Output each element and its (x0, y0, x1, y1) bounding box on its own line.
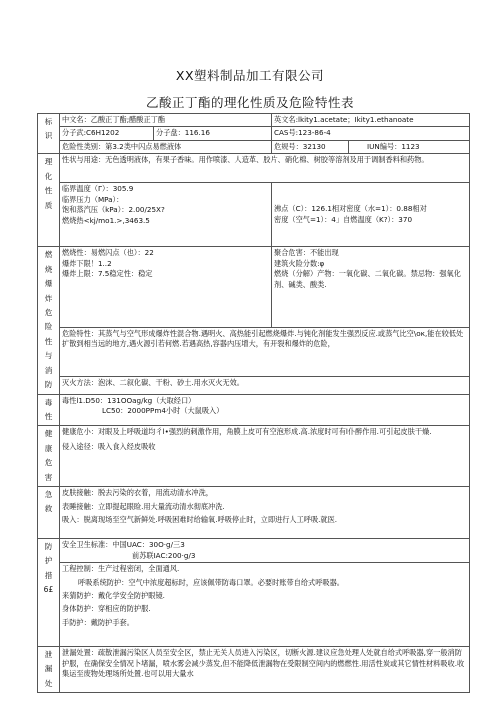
cas-number: CAS号:123-86-4 (272, 127, 470, 140)
toxicity-values: 毒性l1.D50：131OOag/kg（大取经口） LC50：2000PPm4小时（大鼠吸入） (60, 394, 470, 426)
section-label-protection: 防 护 措 6£ (38, 539, 60, 647)
molecular-weight: 分子盘：116.16 (154, 127, 272, 140)
health-hazards: 健康危小：对眼及上呼吸道均彳l•强烈的刺激作用，角膜上皮可有空泡形成.高.浓度时可有l仆醉作用.可引起皮肤干燥. 侵入途径：吸入食入经皮吸收 (60, 426, 470, 487)
section-label-first-aid: 急 救 (38, 487, 60, 539)
danger-characteristics: 危险特性：其蒸气与空气形成爆炸性混合物.遇明火、高热能引起燃烧爆炸.与钝化剂能发生强烈反应.或蒸气比空\ок,能在较低处扩散到相当远的地方,遇火源引若何燃.若遇高热,容器内压增大，有开裂和爆炸的危险， (60, 327, 470, 376)
section-label-leak: 泄 漏 处 (38, 647, 60, 693)
chinese-name: 中文名：乙酸正丁酯;醋酸正丁酯 (60, 114, 272, 127)
leak-handling: 泄漏处置：疏散泄漏污染区人员至安全区，禁止无关人员进入污染区，切断火源.建议应急处理人处就自给式呼吸器,穿一般消防护服，在确保安全情况卜堵漏，喷水雾会减少蒸发,但不能降低泄漏物在受限制空间内的燃燃性.用活性炭或其它情性材料吸收.收集运至废物处理场所处置.也可以用大量水 (60, 647, 470, 693)
section-label-physical: 理 化 性 质 (38, 154, 60, 247)
hazard-category: 危险性类别：第3.2类中闪点易燃液体 (60, 140, 272, 153)
safety-data-table (37, 113, 470, 693)
document-title: 乙酸正丁酯的理化性质及危险特性表 (145, 95, 354, 110)
molecular-formula: 分子武:C6H1202 (60, 127, 154, 140)
appearance-and-use: 性状与用途：无色透明液体，有果子香味。用作喷漆、人造革、胶片、硝化棉、树胶等溶剂及用于调制香料和药物。 (60, 154, 470, 183)
extinguishing-method: 灭火方法：泡沫、二叙化碳、干粉、砂土.用水灭火无效。 (60, 377, 470, 394)
section-label-flammability: 燃 烧 爆 炸 危 险 性 与 消 防 (38, 247, 60, 394)
un-number: IUN编号：1123 (349, 140, 470, 153)
protective-measures: 工程控制：生产过程密闭，全面通风. 呼吸系统防护：空气中浓度超标时，应该佩带防毒口罩。必要时账带自给式呼吸器。 来猜防护：戴化学安全防护眼镜. 身体防护：穿相应的防护服. 手防护：戴防护手套。 (60, 563, 470, 647)
section-label-health: 健 康 危 害 (38, 426, 60, 487)
hazard-number: 危规号：32130 (272, 140, 349, 153)
polymerization-and-products: 聚合危害：不能出现 建筑火险分数:φ 燃烧（分解）产物：一氧化碳、二氧化碳。禁忌物：强氧化剂、碱类、酸类. (272, 247, 470, 327)
company-name: XX塑料制品加工有限公司 (175, 68, 325, 83)
first-aid-measures: 皮肤接触：脱去污染的衣着，用流动清水冲洗， 表睡接触：立即提起眼睑.用大量流动清水彻底冲洗. 吸入：脱离现场至空气新鲜处.呼吸困难时给输氧.呼吸停止时，立即进行人工呼吸.就医. (60, 487, 470, 539)
exposure-standards: 安全卫生标准：中国UAC：30O·g/三3 前苏联IAC:200·g/3 (60, 539, 470, 563)
section-label-toxicity: 毒 性 (38, 394, 60, 426)
critical-properties: 临界温度（Γ）：305.9 临界压力（MPa）： 饱和蒸汽压（kPa）：2.00/25X? 燃烧热<kj/mo1.>,3463.5 (60, 183, 272, 247)
english-name: 英文名:lkity1.acetate；Ikity1.ethanoate (272, 114, 470, 127)
section-label-identity: 标 识 (38, 114, 60, 154)
flash-and-limits: 燃烧性：易燃闪点（也）：22 爆炸下限！1..2 爆炸上限：7.5稳定性：稳定 (60, 247, 272, 327)
boiling-and-density: 沸点（C）：126.1相对密度（水=1）：0.88相对 密度（空气=1）：4」自燃温度（K?）：370 (272, 183, 470, 247)
